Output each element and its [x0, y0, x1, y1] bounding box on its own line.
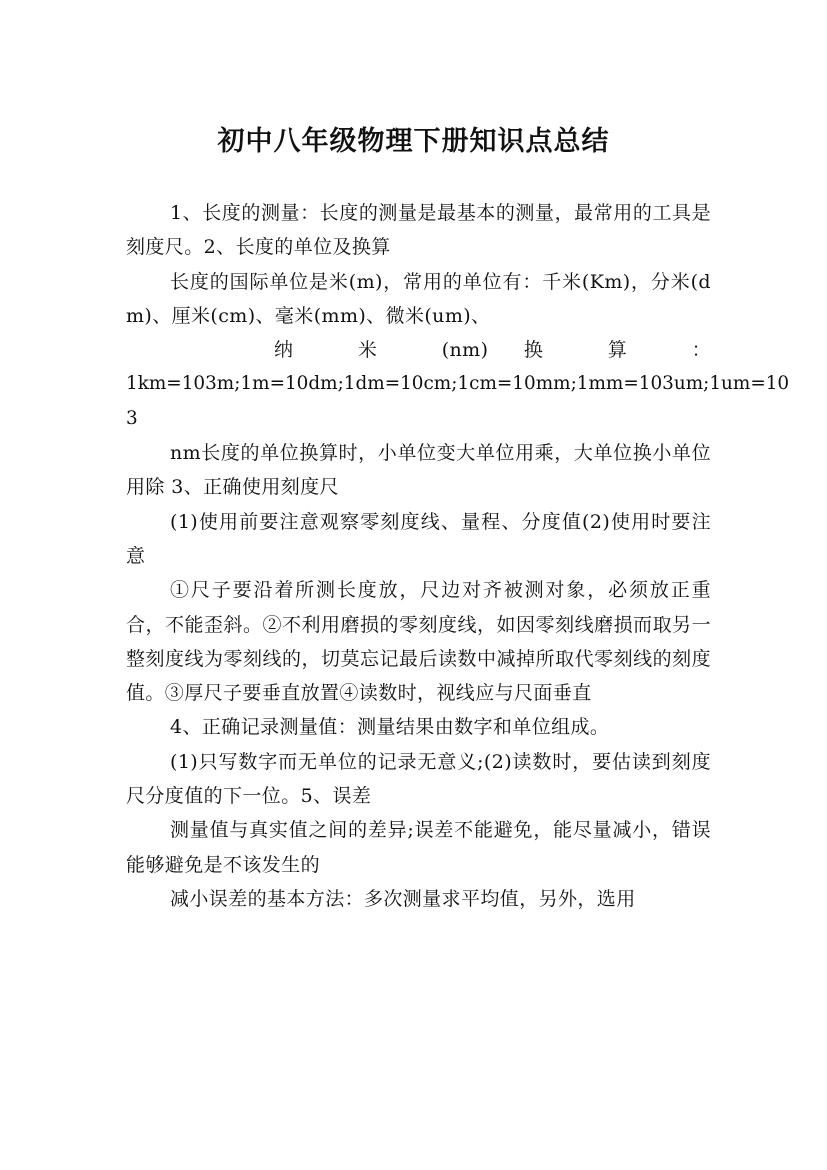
- paragraph-conversion-rule: nm长度的单位换算时，小单位变大单位用乘，大单位换小单位用除 3、正确使用刻度尺: [126, 442, 711, 499]
- paragraph-ruler-notes: ①尺子要沿着所测长度放，尺边对齐被测对象，必须放正重合，不能歪斜。②不利用磨损的零刻度线，如因零刻线磨损而取另一整刻度线为零刻线的，切莫忘记最后读数中减掉所取代零刻线的刻度值。③厚尺子要垂直放置④读数时，视线应与尺面垂直: [126, 579, 711, 705]
- conversion-heading: 纳 米 (nm) 换 算 ：: [274, 339, 711, 362]
- paragraph-unit-conversion: [126, 333, 790, 436]
- document-title: 初中八年级物理下册知识点总结: [217, 126, 610, 158]
- paragraph-length-units: 长度的国际单位是米(m)，常用的单位有：千米(Km)，分米(dm)、厘米(cm)、毫米(mm)、微米(um)、: [126, 270, 711, 327]
- paragraph-error-definition: 测量值与真实值之间的差异;误差不能避免，能尽量减小，错误能够避免是不该发生的: [126, 819, 711, 876]
- conversion-formula: 1km=103m;1m=10dm;1dm=10cm;1cm=10mm;1mm=103um;1um=10: [126, 373, 790, 395]
- paragraph-error-reduction: 减小误差的基本方法：多次测量求平均值，另外，选用: [170, 887, 636, 910]
- document-body: [126, 196, 790, 916]
- conversion-formula-tail: 3: [126, 407, 138, 429]
- paragraph-ruler-usage: (1)使用前要注意观察零刻度线、量程、分度值(2)使用时要注意: [126, 510, 711, 567]
- paragraph-reading-rules: (1)只写数字而无单位的记录无意义;(2)读数时，要估读到刻度尺分度值的下一位。5、误差: [126, 750, 711, 808]
- paragraph-length-measurement: 1、长度的测量：长度的测量是最基本的测量，最常用的工具是刻度尺。2、长度的单位及换算: [126, 202, 711, 259]
- paragraph-record-value: 4、正确记录测量值：测量结果由数字和单位组成。: [170, 716, 610, 739]
